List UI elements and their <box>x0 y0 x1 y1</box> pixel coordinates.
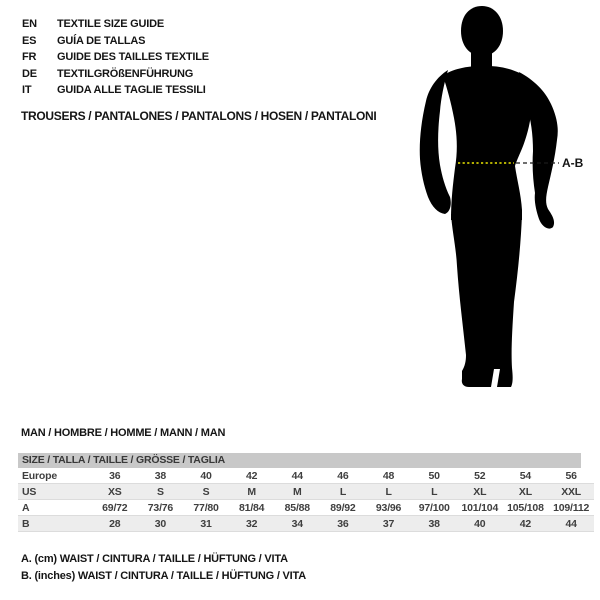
table-cell: 85/88 <box>275 500 321 516</box>
table-cell: 36 <box>92 468 138 484</box>
waist-measure-label: A-B <box>562 156 584 170</box>
table-cell: L <box>411 484 457 500</box>
table-cell: 31 <box>183 516 229 532</box>
table-cell: 97/100 <box>411 500 457 516</box>
row-label: A <box>18 500 92 516</box>
language-label: GUIDA ALLE TAGLIE TESSILI <box>57 84 206 96</box>
table-cell: 52 <box>457 468 503 484</box>
table-cell: 105/108 <box>503 500 549 516</box>
table-cell: S <box>138 484 184 500</box>
size-table <box>18 468 594 532</box>
table-cell: XL <box>503 484 549 500</box>
language-label: GUÍA DE TALLAS <box>57 34 146 47</box>
table-cell: 50 <box>411 468 457 484</box>
table-cell: XXL <box>548 484 594 500</box>
gender-heading: MAN / HOMBRE / HOMME / MANN / MAN <box>21 427 226 439</box>
language-label: TEXTILE SIZE GUIDE <box>57 18 165 30</box>
language-row <box>22 49 209 66</box>
man-silhouette-figure <box>408 0 600 400</box>
table-cell: 109/112 <box>548 500 594 516</box>
table-cell: 46 <box>320 468 366 484</box>
table-cell: 44 <box>548 516 594 532</box>
man-silhouette-svg <box>408 0 600 400</box>
table-cell: 30 <box>138 516 184 532</box>
table-cell: XS <box>92 484 138 500</box>
size-table-section <box>18 453 594 532</box>
silhouette-neck <box>471 42 492 68</box>
table-cell: 69/72 <box>92 500 138 516</box>
table-cell: L <box>320 484 366 500</box>
table-cell: 42 <box>503 516 549 532</box>
table-row-europe <box>18 468 594 484</box>
table-row-us <box>18 484 594 500</box>
table-cell: 93/96 <box>366 500 412 516</box>
table-cell: 36 <box>320 516 366 532</box>
table-cell: 73/76 <box>138 500 184 516</box>
language-code: ES <box>22 34 37 47</box>
table-cell: 37 <box>366 516 412 532</box>
size-table-header-bar: SIZE / TALLA / TAILLE / GRÖSSE / TAGLIA <box>18 453 581 468</box>
table-cell: 42 <box>229 468 275 484</box>
language-code: IT <box>22 84 32 96</box>
language-row <box>22 82 209 99</box>
language-label: TEXTILGRÖßENFÜHRUNG <box>57 67 194 80</box>
footnote-waist-inches: B. (inches) WAIST / CINTURA / TAILLE / HÜFTUNG / VITA <box>21 570 306 582</box>
table-cell: 28 <box>92 516 138 532</box>
row-label: US <box>18 484 92 500</box>
table-cell: 38 <box>411 516 457 532</box>
table-cell: 81/84 <box>229 500 275 516</box>
language-code: FR <box>22 51 37 63</box>
row-label: B <box>18 516 92 532</box>
table-cell: 40 <box>183 468 229 484</box>
language-code: DE <box>22 67 37 80</box>
language-row <box>22 16 209 33</box>
footnote-waist-cm: A. (cm) WAIST / CINTURA / TAILLE / HÜFTUNG / VITA <box>21 553 288 565</box>
language-row <box>22 66 209 83</box>
table-cell: XL <box>457 484 503 500</box>
table-cell: 54 <box>503 468 549 484</box>
silhouette-right-arm <box>519 72 558 229</box>
table-cell: 48 <box>366 468 412 484</box>
table-row-a-cm <box>18 500 594 516</box>
table-cell: 44 <box>275 468 321 484</box>
table-cell: 38 <box>138 468 184 484</box>
row-label: Europe <box>18 468 92 484</box>
table-cell: S <box>183 484 229 500</box>
table-cell: 40 <box>457 516 503 532</box>
garment-heading: TROUSERS / PANTALONES / PANTALONS / HOSEN / PANTALONI <box>21 109 377 123</box>
table-cell: M <box>229 484 275 500</box>
table-cell: 77/80 <box>183 500 229 516</box>
language-code: EN <box>22 18 37 30</box>
table-cell: 89/92 <box>320 500 366 516</box>
language-row <box>22 33 209 50</box>
silhouette-legs <box>451 214 522 387</box>
table-cell: 56 <box>548 468 594 484</box>
silhouette-torso <box>443 66 532 220</box>
man-silhouette <box>420 6 558 387</box>
silhouette-left-arm <box>420 70 451 214</box>
language-list <box>22 16 209 99</box>
table-cell: 32 <box>229 516 275 532</box>
table-cell: M <box>275 484 321 500</box>
language-label: GUIDE DES TAILLES TEXTILE <box>57 51 209 63</box>
table-row-b-inches <box>18 516 594 532</box>
table-cell: 101/104 <box>457 500 503 516</box>
table-cell: L <box>366 484 412 500</box>
table-cell: 34 <box>275 516 321 532</box>
